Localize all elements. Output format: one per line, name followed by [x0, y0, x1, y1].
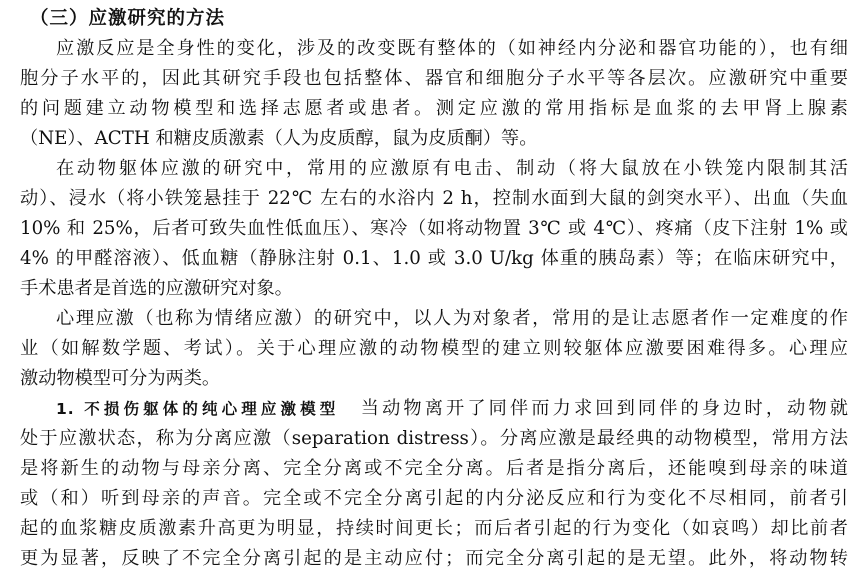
paragraph-4-line-6: 更为显著，反映了不完全分离引起的是主动应付；而完全分离引起的是无望。此外，将动物转 — [20, 548, 848, 569]
paragraph-2-line-4: 4% 的甲醛溶液）、低血糖（静脉注射 0.1、1.0 或 3.0 U/kg 体重的胰岛素）等；在临床研究中， — [20, 248, 848, 269]
paragraph-1-line-3: 的问题建立动物模型和选择志愿者或患者。测定应激的常用指标是血浆的去甲肾上腺素 — [20, 98, 848, 119]
section-heading: （三）应激研究的方法 — [30, 8, 226, 29]
paragraph-2-line-5: 手术患者是首选的应激研究对象。 — [20, 278, 293, 299]
paragraph-1-line-2: 胞分子水平的，因此其研究手段也包括整体、器官和细胞分子水平等各层次。应激研究中重要 — [20, 68, 848, 89]
paragraph-4-line-1-text: 当动物离开了同伴而力求回到同伴的身边时，动物就 — [360, 398, 848, 419]
paragraph-4-line-5: 起的血浆糖皮质激素升高更为明显，持续时间更长；而后者引起的行为变化（如哀鸣）却比前者 — [20, 518, 848, 539]
paragraph-4-line-3: 是将新生的动物与母亲分离、完全分离或不完全分离。后者是指分离后，还能嗅到母亲的味道 — [20, 458, 848, 479]
paragraph-2-line-2: 动）、浸水（将小铁笼悬挂于 22℃ 左右的水浴内 2 h，控制水面到大鼠的剑突水平）、出血（失血 — [20, 188, 848, 209]
paragraph-2-line-3: 10% 和 25%，后者可致失血性低血压）、寒冷（如将动物置 3℃ 或 4℃）、疼痛（皮下注射 1% 或 — [20, 218, 848, 239]
paragraph-3-line-2: 业（如解数学题、考试）。关于心理应激的动物模型的建立则较躯体应激要困难得多。心理应 — [20, 338, 848, 359]
paragraph-2-line-1: 在动物躯体应激的研究中，常用的应激原有电击、制动（将大鼠放在小铁笼内限制其活 — [56, 158, 848, 179]
paragraph-1-line-1: 应激反应是全身性的变化，涉及的改变既有整体的（如神经内分泌和器官功能的），也有细 — [56, 38, 848, 59]
paragraph-1-line-4: （NE）、ACTH 和糖皮质激素（人为皮质醇，鼠为皮质酮）等。 — [20, 128, 538, 149]
paragraph-4-line-4: 或（和）听到母亲的声音。完全或不完全分离引起的内分泌反应和行为变化不尽相同，前者引 — [20, 488, 848, 509]
paragraph-4-line-2: 处于应激状态，称为分离应激（separation distress）。分离应激是最经典的动物模型，常用方法 — [20, 428, 848, 449]
paragraph-4-line-1 — [56, 394, 848, 424]
paragraph-3-line-3: 激动物模型可分为两类。 — [20, 368, 221, 389]
paragraph-3-line-1: 心理应激（也称为情绪应激）的研究中，以人为对象者，常用的是让志愿者作一定难度的作 — [56, 308, 848, 329]
subsection-heading: 1. 不损伤躯体的纯心理应激模型 — [56, 400, 340, 418]
